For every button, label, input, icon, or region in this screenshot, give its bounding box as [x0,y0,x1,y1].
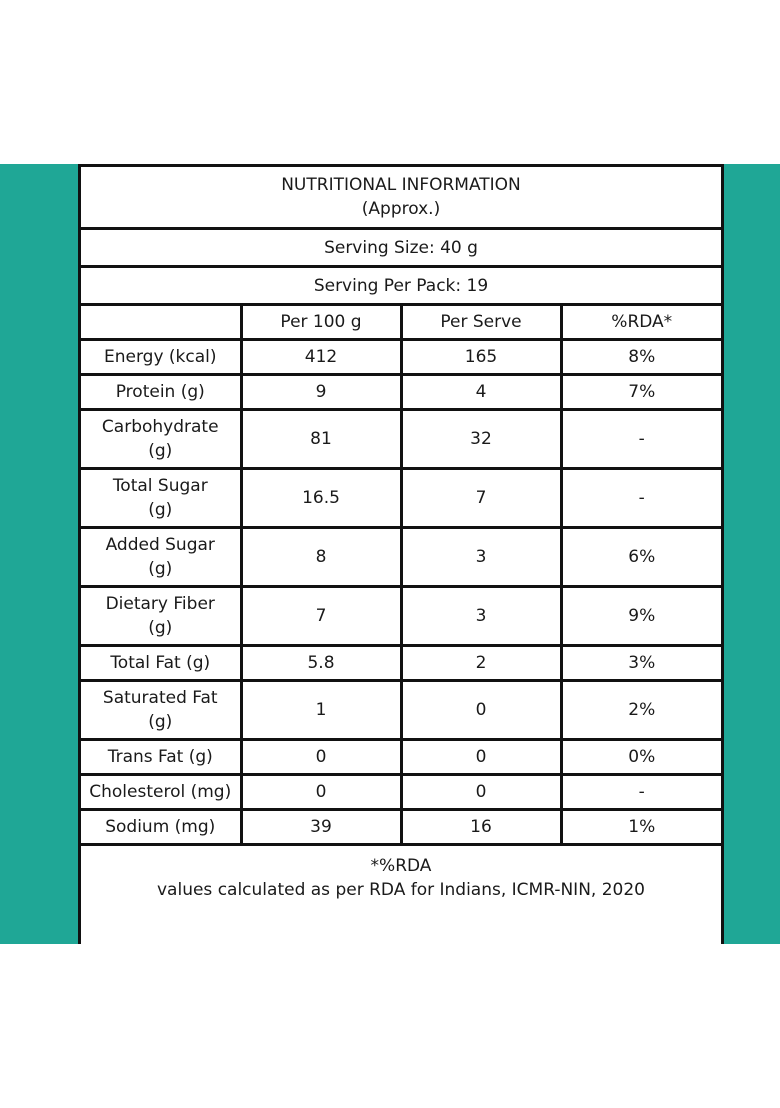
per-serve-value: 4 [401,375,561,410]
rda-value: 8% [561,340,721,375]
serving-per-pack: Serving Per Pack: 19 [81,267,721,305]
table-row [81,646,721,681]
per-100g-value: 0 [241,775,401,810]
per-serve-value: 3 [401,587,561,646]
rda-value: 7% [561,375,721,410]
rda-value: - [561,775,721,810]
per-serve-value: 0 [401,740,561,775]
per-serve-value: 0 [401,681,561,740]
subtitle-text: (Approx.) [361,199,441,219]
nutrient-unit: (g) [148,559,173,579]
nutrient-name: Energy (kcal) [103,347,217,367]
nutrition-label [78,164,724,944]
nutrient-name-cell [81,340,241,375]
nutrient-name-cell [81,810,241,845]
rda-value: 0% [561,740,721,775]
nutrient-name: Total Fat (g) [110,653,211,673]
nutrient-name: Total Sugar [112,476,208,496]
nutrient-rows [81,340,721,845]
per-serve-value: 0 [401,775,561,810]
per-serve-value: 3 [401,528,561,587]
nutrient-unit: (g) [148,712,173,732]
nutrient-name-cell [81,681,241,740]
header-cell-nutrient [81,305,241,340]
rda-value: 9% [561,587,721,646]
per-serve-value: 16 [401,810,561,845]
per-100g-value: 7 [241,587,401,646]
nutrient-unit: (g) [148,500,173,520]
nutrition-table [81,167,721,846]
nutrient-name: Sodium (mg) [105,817,216,837]
header-cell-rda: %RDA* [561,305,721,340]
table-row [81,587,721,646]
nutrient-name: Cholesterol (mg) [89,782,232,802]
nutrient-name: Saturated Fat [102,688,218,708]
per-serve-value: 165 [401,340,561,375]
header-cell-per-100g: Per 100 g [241,305,401,340]
per-100g-value: 0 [241,740,401,775]
nutrient-name: Protein (g) [115,382,205,402]
per-100g-value: 9 [241,375,401,410]
title-text: NUTRITIONAL INFORMATION [281,175,521,195]
table-row [81,340,721,375]
rda-value: 2% [561,681,721,740]
nutrient-name-cell [81,587,241,646]
table-row [81,740,721,775]
table-title [81,167,721,229]
footnote-line-2: values calculated as per RDA for Indians, ICMR-NIN, 2020 [157,880,645,900]
per-100g-value: 8 [241,528,401,587]
per-serve-value: 2 [401,646,561,681]
footnote [81,846,721,902]
nutrient-name-cell [81,469,241,528]
per-100g-value: 39 [241,810,401,845]
table-row [81,469,721,528]
nutrient-unit: (g) [148,618,173,638]
per-100g-value: 16.5 [241,469,401,528]
nutrient-name: Dietary Fiber [105,594,215,614]
nutrient-name-cell [81,528,241,587]
rda-value: 3% [561,646,721,681]
table-row [81,775,721,810]
rda-value: 6% [561,528,721,587]
table-row [81,375,721,410]
nutrient-name-cell [81,740,241,775]
nutrient-name-cell [81,646,241,681]
per-100g-value: 5.8 [241,646,401,681]
nutrient-name: Trans Fat (g) [107,747,213,767]
table-row [81,810,721,845]
nutrient-name-cell [81,775,241,810]
nutrient-unit: (g) [148,441,173,461]
rda-value: - [561,469,721,528]
table-row [81,528,721,587]
footnote-line-1: *%RDA [370,856,432,876]
serving-size: Serving Size: 40 g [81,229,721,267]
table-row [81,681,721,740]
nutrient-name: Added Sugar [105,535,215,555]
nutrient-name-cell [81,410,241,469]
header-cell-per-serve: Per Serve [401,305,561,340]
table-row [81,410,721,469]
nutrient-name-cell [81,375,241,410]
header-row [81,305,721,340]
rda-value: 1% [561,810,721,845]
per-100g-value: 81 [241,410,401,469]
per-100g-value: 1 [241,681,401,740]
per-serve-value: 32 [401,410,561,469]
rda-value: - [561,410,721,469]
nutrient-name: Carbohydrate [101,417,219,437]
per-100g-value: 412 [241,340,401,375]
per-serve-value: 7 [401,469,561,528]
